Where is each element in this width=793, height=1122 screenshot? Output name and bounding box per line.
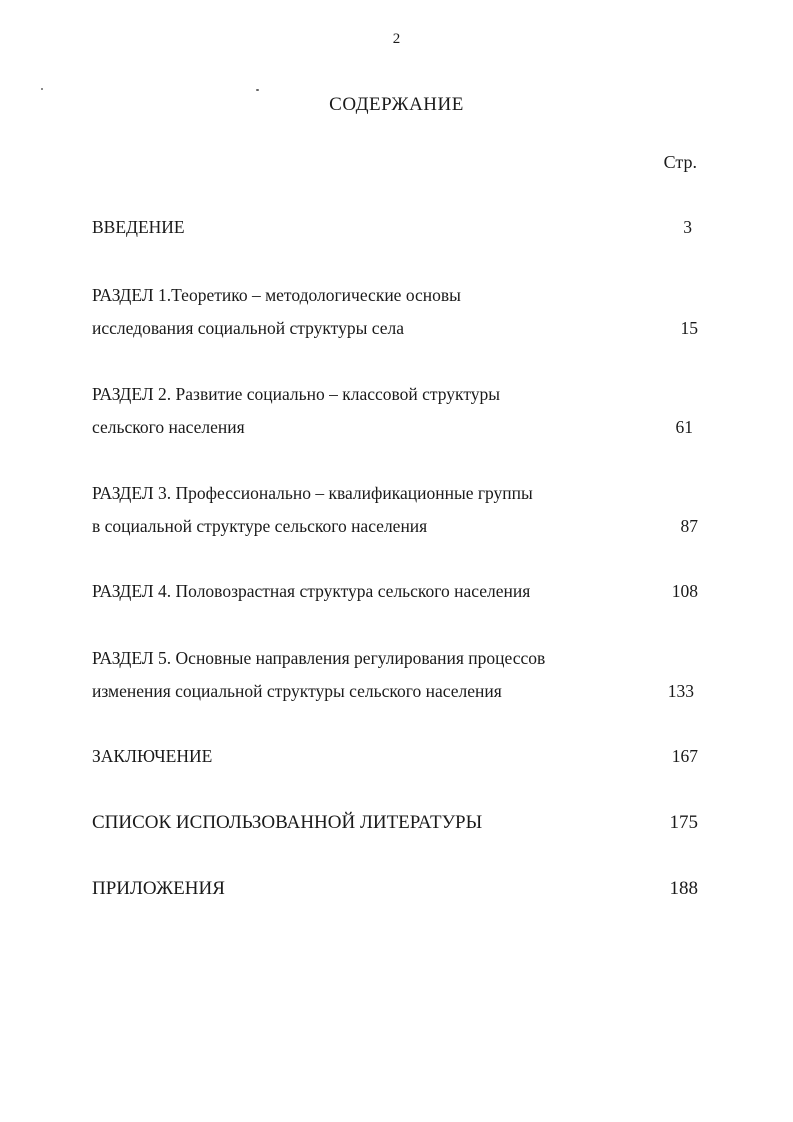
toc-entry-text: РАЗДЕЛ 4. Половозрастная структура сельского населения: [92, 581, 531, 601]
toc-entry-page: 188: [669, 878, 698, 899]
toc-entry-page: 87: [680, 516, 698, 536]
toc-entry-appendices: [92, 872, 698, 905]
toc-entry-section-1: [92, 279, 698, 345]
toc-entry-text: РАЗДЕЛ 3. Профессионально – квалификационные группы: [92, 483, 533, 503]
toc-entry-text: ПРИЛОЖЕНИЯ: [92, 878, 225, 899]
toc-entry-page: 167: [671, 746, 698, 766]
page-column-label: Стр.: [663, 152, 697, 172]
page-title: СОДЕРЖАНИЕ: [329, 94, 464, 115]
toc-entry-references: [92, 806, 698, 839]
toc-entry-text: СПИСОК ИСПОЛЬЗОВАННОЙ ЛИТЕРАТУРЫ: [92, 812, 483, 833]
toc-entry-section-5: [92, 642, 698, 708]
toc-entry-introduction: [92, 211, 698, 244]
toc-entry-page: 133: [667, 681, 694, 701]
scan-speck: [41, 88, 43, 90]
toc-entry-text: сельского населения: [92, 417, 245, 437]
toc-entry-page: 175: [669, 812, 698, 833]
toc-entry-page: 3: [683, 217, 692, 237]
toc-entry-section-2: [92, 378, 698, 444]
toc-entry-text: изменения социальной структуры сельского населения: [92, 681, 502, 701]
toc-entry-text: ВВЕДЕНИЕ: [92, 217, 185, 237]
toc-entry-section-3: [92, 477, 698, 543]
page-number: 2: [392, 31, 401, 47]
toc-entry-page: 108: [671, 581, 698, 601]
scan-speck: [256, 89, 259, 91]
toc-entry-page: 15: [680, 318, 698, 338]
toc-entry-section-4: [92, 575, 698, 608]
toc-entry-text: в социальной структуре сельского населения: [92, 516, 428, 536]
toc-entry-page: 61: [675, 417, 693, 437]
toc-entry-text: РАЗДЕЛ 2. Развитие социально – классовой структуры: [92, 384, 500, 404]
toc-entry-text: РАЗДЕЛ 1.Теоретико – методологические основы: [92, 285, 461, 305]
toc-entry-text: ЗАКЛЮЧЕНИЕ: [92, 746, 213, 766]
toc-entry-conclusion: [92, 740, 698, 773]
toc-entry-text: исследования социальной структуры села: [92, 318, 404, 338]
toc-entry-text: РАЗДЕЛ 5. Основные направления регулирования процессов: [92, 648, 546, 668]
